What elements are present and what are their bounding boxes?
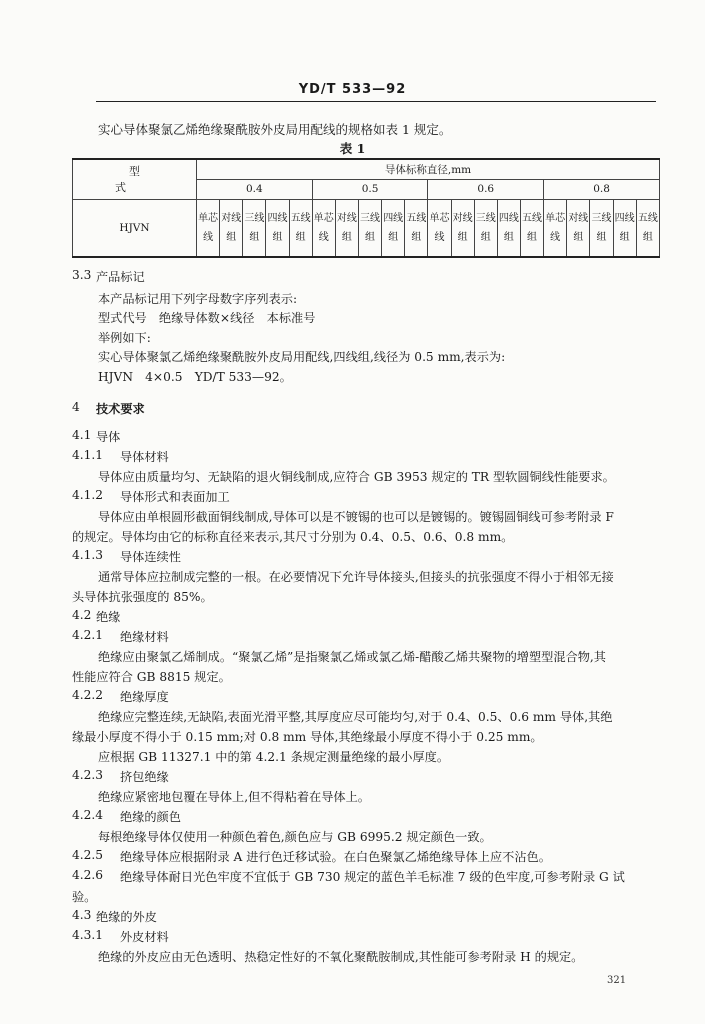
conductor-type-cell: 五线组 (636, 199, 659, 257)
document-code: YD/T 533—92 (298, 82, 407, 97)
conductor-type-cell: 五线组 (289, 199, 312, 257)
conductor-type-cell: 对线组 (451, 199, 474, 257)
paragraph-line: 头导体抗张强度的 85%。 (72, 590, 213, 604)
conductor-row (73, 199, 660, 257)
paragraph-line: 型式代号 绝缘导体数×线径 本标准号 (98, 311, 316, 325)
conductor-type-cell: 四线组 (497, 199, 520, 257)
section-title: 外皮材料 (120, 930, 169, 944)
conductor-type-cell: 四线组 (382, 199, 405, 257)
conductor-type-cell: 五线组 (405, 199, 428, 257)
paragraph-line: 缘最小厚度不得小于 0.15 mm;对 0.8 mm 导体,其绝缘最小厚度不得小于 0.25 mm。 (72, 730, 543, 744)
section-number: 4.1.3 (72, 548, 104, 562)
header-rule (96, 101, 656, 102)
conductor-type-cell: 对线组 (220, 199, 243, 257)
conductor-type-cell: 三线组 (474, 199, 497, 257)
paragraph-line: 验。 (72, 890, 97, 904)
conductor-type-cell: 三线组 (243, 199, 266, 257)
conductor-type-cell: 单芯线 (197, 199, 220, 257)
section-title: 绝缘导体应根据附录 A 进行色迁移试验。在白色聚氯乙烯绝缘导体上应不沾色。 (120, 850, 551, 864)
paragraph-line: 导体应由单根圆形截面铜线制成,导体可以是不镀锡的也可以是镀锡的。镀锡圆铜线可参考附录 F (98, 510, 614, 524)
conductor-type-cell: 四线组 (266, 199, 289, 257)
paragraph-line: 应根据 GB 11327.1 中的第 4.2.1 条规定测量绝缘的最小厚度。 (98, 750, 450, 764)
section-title: 绝缘导体耐日光色牢度不宜低于 GB 730 规定的蓝色羊毛标准 7 级的色牢度,可参考附录 G 试 (120, 870, 625, 884)
paragraph-line: 举例如下: (98, 331, 151, 345)
diameter-cell: 0.6 (428, 179, 544, 199)
diameter-cell: 0.4 (197, 179, 313, 199)
conductor-type-cell: 三线组 (358, 199, 381, 257)
conductor-type-cell: 四线组 (613, 199, 636, 257)
section-number: 4.2.3 (72, 768, 104, 782)
section-number: 4.2.1 (72, 628, 104, 642)
section-title: 挤包绝缘 (120, 770, 169, 784)
section-number: 4.2.2 (72, 688, 104, 702)
model-cell: HJVN (73, 199, 197, 257)
section-number: 4.1.2 (72, 488, 104, 502)
section-title: 技术要求 (96, 402, 145, 416)
section-title: 导体材料 (120, 450, 169, 464)
conductor-type-cell: 五线组 (520, 199, 543, 257)
section-number: 4 (72, 400, 80, 414)
spec-table (72, 158, 660, 258)
section-title: 导体连续性 (120, 550, 181, 564)
page-number: 321 (607, 975, 627, 986)
paragraph-line: HJVN 4×0.5 YD/T 533—92。 (98, 370, 292, 384)
paragraph-line: 每根绝缘导体仅使用一种颜色着色,颜色应与 GB 6995.2 规定颜色一致。 (98, 830, 492, 844)
section-number: 4.3 (72, 908, 92, 922)
diameter-header: 导体标称直径,mm (197, 159, 660, 179)
section-number: 4.2.5 (72, 848, 104, 862)
section-number: 4.3.1 (72, 928, 104, 942)
paragraph-line: 导体应由质量均匀、无缺陷的退火铜线制成,应符合 GB 3953 规定的 TR 型软圆铜线性能要求。 (98, 470, 615, 484)
conductor-type-cell: 单芯线 (544, 199, 567, 257)
section-title: 导体 (96, 430, 121, 444)
section-title: 导体形式和表面加工 (120, 490, 230, 504)
conductor-type-cell: 单芯线 (312, 199, 335, 257)
diameter-cell: 0.8 (544, 179, 660, 199)
table-title: 表 1 (339, 141, 366, 156)
section-number: 4.1 (72, 428, 92, 442)
section-title: 绝缘厚度 (120, 690, 169, 704)
paragraph-line: 通常导体应拉制成完整的一根。在必要情况下允许导体接头,但接头的抗张强度不得小于相邻无接 (98, 570, 614, 584)
paragraph-line: 绝缘的外皮应由无色透明、热稳定性好的不氧化聚酰胺制成,其性能可参考附录 H 的规定。 (98, 950, 584, 964)
section-title: 产品标记 (96, 270, 145, 284)
paragraph-line: 绝缘应由聚氯乙烯制成。“聚氯乙烯”是指聚氯乙烯或氯乙烯-醋酸乙烯共聚物的增塑型混合物,其 (98, 650, 606, 664)
section-title: 绝缘材料 (120, 630, 169, 644)
paragraph-line: 绝缘应紧密地包覆在导体上,但不得粘着在导体上。 (98, 790, 370, 804)
paragraph-line: 绝缘应完整连续,无缺陷,表面光滑平整,其厚度应尽可能均匀,对于 0.4、0.5、0.6 mm 导体,其绝 (98, 710, 613, 724)
paragraph-line: 性能应符合 GB 8815 规定。 (72, 670, 231, 684)
paragraph-line: 实心导体聚氯乙烯绝缘聚酰胺外皮局用配线,四线组,线径为 0.5 mm,表示为: (98, 350, 506, 364)
section-title: 绝缘的颜色 (120, 810, 181, 824)
type-header-cell (73, 159, 207, 199)
section-title: 绝缘的外皮 (96, 910, 157, 924)
intro-paragraph: 实心导体聚氯乙烯绝缘聚酰胺外皮局用配线的规格如表 1 规定。 (98, 122, 452, 137)
section-number: 4.2.4 (72, 808, 104, 822)
section-number: 4.1.1 (72, 448, 104, 462)
paragraph-line: 本产品标记用下列字母数字序列表示: (98, 292, 298, 306)
section-title: 绝缘 (96, 610, 121, 624)
conductor-type-cell: 单芯线 (428, 199, 451, 257)
conductor-type-cell: 三线组 (590, 199, 613, 257)
section-number: 3.3 (72, 268, 92, 282)
diameter-cell: 0.5 (312, 179, 428, 199)
type-header: 型 式 (115, 165, 207, 195)
conductor-type-cell: 对线组 (335, 199, 358, 257)
conductor-type-cell: 对线组 (567, 199, 590, 257)
paragraph-line: 的规定。导体均由它的标称直径来表示,其尺寸分别为 0.4、0.5、0.6、0.8 mm。 (72, 530, 514, 544)
section-number: 4.2.6 (72, 868, 104, 882)
section-number: 4.2 (72, 608, 92, 622)
